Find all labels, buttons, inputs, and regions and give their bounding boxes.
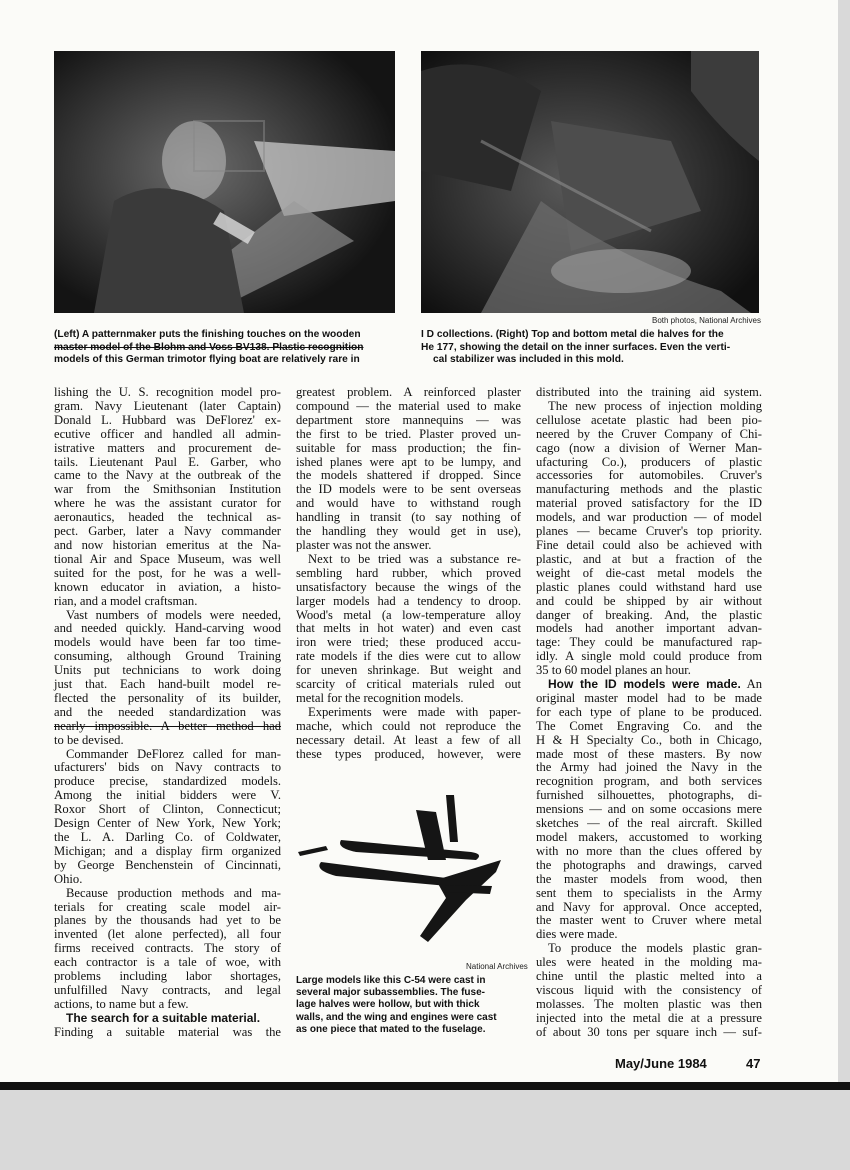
text-line: compound — the material used to make — [296, 398, 521, 413]
text-line: Units put technicians to work doing — [54, 663, 281, 678]
text-line: and would have to withstand rough — [296, 496, 521, 511]
text-line: to be devised. — [54, 732, 124, 747]
text-line: tage: They could be manufactured rap- — [536, 635, 762, 650]
fuselage-bottom-half — [319, 862, 452, 886]
text-line: the first to be tried. Plaster proved un- — [296, 426, 521, 441]
text-line: injected into the metal die at a pressure — [536, 1010, 762, 1025]
text-line: models had another important advan- — [536, 621, 762, 636]
text-line: cago (now a division of Werner Man- — [536, 440, 762, 455]
text-line: that melts in hot water) and even cast — [296, 621, 521, 636]
text-line: chine until the plastic melted into a — [536, 969, 762, 984]
text-line: Fine detail could also be achieved with — [536, 537, 762, 552]
caption-line: (Left) A patternmaker puts the finishing touches on the wooden — [54, 329, 361, 340]
text-line: sembling hard rubber, which proved — [296, 565, 521, 580]
text-line: weight of die-cast metal models the — [536, 565, 762, 580]
column-2 — [296, 386, 521, 761]
text-line: suited for the post, for he was a well- — [54, 565, 281, 580]
text-line: nearly impossible. A better method had — [54, 718, 281, 733]
text-line: these types produced, however, were — [296, 746, 521, 761]
text-line: metal for the recognition models. — [296, 690, 464, 705]
text-line: with no more than the clues offered by — [536, 843, 762, 858]
text-line: the ID models were to be sent overseas — [296, 482, 521, 497]
text-line: suitable for mass production; the fin- — [296, 440, 521, 455]
text-line: Wood's metal (a low-temperature alloy — [296, 607, 521, 622]
text-line: by George Benchenstein of Cincinnati, — [54, 857, 281, 872]
text-line: Michigan; and a display firm organized — [54, 843, 281, 858]
nose-piece — [298, 846, 328, 856]
paragraph — [54, 386, 281, 609]
text-line: viscous liquid with the consistency of — [536, 982, 762, 997]
left-caption — [54, 329, 396, 367]
text-line: tional Air and Space Museum, was well — [54, 551, 281, 566]
text-line: and the needed standardization was — [54, 704, 281, 719]
text-line: lishing the U. S. recognition model pro- — [54, 385, 281, 399]
text-line: unsatisfactory because the wings of the — [296, 579, 521, 594]
text-line: cellulose acetate plastic had been pio- — [536, 412, 762, 427]
text-line: Because production methods and ma- — [66, 885, 281, 900]
text-line: sketches — of the real aircraft. Skilled — [536, 816, 762, 831]
paragraph — [296, 553, 521, 706]
caption-line: walls, and the wing and engines were cast — [296, 1011, 497, 1023]
text-line: for each type of plane to be produced. — [536, 704, 762, 719]
column-3 — [536, 386, 762, 1040]
text-line: the photographs and drawings, carved — [536, 857, 762, 872]
text-line: each contractor is a tale of woe, with — [54, 955, 281, 970]
text-line: ished planes were apt to be lumpy, and — [296, 454, 521, 469]
text-line: Commander DeFlorez called for man- — [66, 746, 281, 761]
section-heading: How the ID models were made. — [548, 677, 741, 692]
text-line: models, and war production — of model — [536, 510, 762, 525]
text-line: rian, and a model craftsman. — [54, 593, 198, 608]
text-line: flected the personality of its builder, — [54, 690, 281, 705]
text-line: H & H Specialty Co., both in Chicago, — [536, 732, 762, 747]
text-line: firms received contracts. The story of — [54, 941, 281, 956]
text-line: where he was the assistant curator for — [54, 496, 281, 511]
paragraph — [54, 609, 281, 748]
paragraph — [536, 678, 762, 942]
heading-tail: An — [746, 677, 762, 692]
text-line: Design Center of New York, New York; — [54, 816, 281, 831]
text-line: the Army had joined the Navy in the — [536, 760, 762, 775]
text-line: tails. Lieutenant Paul E. Garber, who — [54, 454, 281, 469]
text-line: larger models had a tendency to droop. — [296, 593, 521, 608]
column-1 — [54, 386, 281, 1040]
die-halves-photo — [421, 51, 759, 313]
page-number: 47 — [746, 1056, 761, 1071]
paragraph — [54, 1012, 281, 1040]
text-line: the master models from wood, then — [536, 871, 762, 886]
text-line: the handling they would get in use), — [296, 524, 521, 539]
text-line: original master model had to be made — [536, 690, 762, 705]
text-line: rate models if the dies were cut to allow — [296, 649, 521, 664]
caption-line: models of this German trimotor flying boat are relatively rare in — [54, 354, 360, 366]
text-line: gram. Navy Lieutenant (later Captain) — [54, 398, 281, 413]
caption-line: cal stabilizer was included in this mold. — [433, 354, 624, 366]
text-line: plaster was not the answer. — [296, 537, 432, 552]
caption-line: several major subassemblies. The fuse- — [296, 987, 485, 999]
text-line: ecutive officer and handled all admin- — [54, 426, 281, 441]
scan-edge-bar — [0, 1082, 850, 1090]
text-line: the master went to Cruver where metal — [536, 913, 762, 928]
text-line: distributed into the training aid system. — [536, 385, 762, 399]
caption-line: Large models like this C-54 were cast in — [296, 975, 486, 986]
text-line: material proved satisfactory for the ID — [536, 496, 762, 511]
caption-line: as one piece that mated to the fuselage. — [296, 1023, 486, 1035]
figure-caption — [296, 975, 522, 1036]
lower-wing-assembly — [420, 860, 501, 942]
text-line: of about 30 tons per square inch — suf- — [536, 1024, 762, 1039]
right-caption — [421, 329, 761, 367]
text-line: produce precise, standardized models. — [54, 774, 281, 789]
text-line: dies were made. — [536, 927, 618, 942]
text-line: planes by the thousands had yet to be — [54, 913, 281, 928]
text-line: consuming, although Ground Training — [54, 649, 281, 664]
text-line: The Comet Engraving Co. and the — [536, 718, 762, 733]
text-line: planes — became Cruver's top priority. — [536, 524, 762, 539]
text-line: and could be shipped by air without — [536, 593, 762, 608]
text-line: aeronautics, headed the technical as- — [54, 510, 281, 525]
text-line: furnished silhouettes, photographs, di- — [536, 788, 762, 803]
text-line: the models shattered if dropped. Since — [296, 468, 521, 483]
paragraph — [296, 706, 521, 762]
section-heading-line — [536, 678, 762, 692]
text-line: danger of breaking. And, the plastic — [536, 607, 762, 622]
text-line: sent them to specialists in the Army — [536, 885, 762, 900]
caption-line: I D collections. (Right) Top and bottom metal die halves for the — [421, 329, 724, 340]
text-line: the L. A. Darling Co. of Coldwater, — [54, 830, 281, 844]
text-line: The new process of injection molding — [548, 398, 762, 413]
text-line: just that. Each hand-built model re- — [54, 677, 281, 692]
paragraph — [536, 942, 762, 1039]
text-line: manufacturing methods and the plastic — [536, 482, 762, 497]
text-line: Experiments were made with paper- — [308, 704, 521, 719]
text-line: iron were tried; these produced accu- — [296, 635, 521, 650]
text-line: invented (let alone perfected), all four — [54, 927, 281, 942]
text-line: Ohio. — [54, 871, 83, 886]
text-line: Finding a suitable material was the — [54, 1024, 281, 1039]
caption-line: master model of the Blohm and Voss BV138. Plastic recognition — [54, 341, 364, 353]
text-line: came to the Navy at the outbreak of the — [54, 468, 281, 483]
c54-model-figure — [296, 790, 506, 950]
fuselage-top-half — [340, 840, 479, 860]
text-line: and Navy for approval. Once accepted, — [536, 899, 762, 914]
text-line: mensions — and on some occasions mere — [536, 802, 762, 817]
text-line: To produce the models plastic gran- — [548, 941, 762, 956]
text-line: mache, which could not reproduce the — [296, 718, 521, 733]
text-line: idly. A single mold could produce from — [536, 649, 762, 664]
text-line: ufacturers' bids on Navy contracts to — [54, 760, 281, 775]
text-line: made most of these masters. By now — [536, 746, 762, 761]
photo-credit: Both photos, National Archives — [652, 316, 761, 325]
text-line: models would have been far too time- — [54, 635, 281, 650]
paragraph — [536, 400, 762, 678]
text-line: ufacturing Co.), producers of plastic — [536, 454, 762, 469]
text-line: terials for creating scale model air- — [54, 899, 281, 914]
text-line: Next to be tried was a substance re- — [308, 551, 521, 566]
text-line: unfulfilled Navy contracts, and legal — [54, 982, 281, 997]
paragraph — [296, 386, 521, 553]
caption-line: lage halves were hollow, but with thick — [296, 999, 480, 1011]
text-line: scarcity of critical materials ruled out — [296, 677, 521, 692]
text-line: actions, to name but a few. — [54, 996, 189, 1011]
text-line: accessories for automobiles. Cruver's — [536, 468, 762, 483]
text-line: recognition program, and both services — [536, 774, 762, 789]
text-line: neered by the Cruver Company of Chi- — [536, 426, 762, 441]
text-line: necessary detail. At least a few of all — [296, 732, 521, 747]
tail-fin — [446, 795, 458, 842]
text-line: Roxor Short of Clinton, Connecticut; — [54, 802, 281, 817]
patternmaker-photo — [54, 51, 395, 313]
text-line: Vast numbers of models were needed, — [66, 607, 281, 622]
text-line: 35 to 60 model planes an hour. — [536, 663, 691, 678]
text-line: and now historian emeritus at the Na- — [54, 537, 281, 552]
section-heading: The search for a suitable material. — [66, 1010, 261, 1025]
figure-credit: National Archives — [466, 962, 528, 971]
text-line: Among the initial bidders were V. — [54, 788, 281, 803]
paragraph — [54, 887, 281, 1012]
text-line: pect. Garber, later a Navy commander — [54, 524, 281, 539]
issue-date: May/June 1984 — [615, 1056, 707, 1071]
text-line: molasses. The molten plastic was then — [536, 996, 762, 1011]
text-line: handling in transit (to say nothing of — [296, 510, 521, 525]
text-line: ules were heated in the molding ma- — [536, 955, 762, 970]
text-line: problems including labor shortages, — [54, 969, 281, 984]
text-line: plastic planes could withstand hard use — [536, 579, 762, 594]
text-line: for uneven shrinkage. But weight and — [296, 663, 521, 678]
paragraph — [54, 748, 281, 887]
text-line: war from the Smithsonian Institution — [54, 482, 281, 497]
text-line: department store mannequins — was — [296, 412, 521, 427]
text-line: known educator in aviation, a histo- — [54, 579, 281, 594]
paragraph — [536, 386, 762, 400]
text-line: Donald L. Hubbard was DeFlorez' ex- — [54, 412, 281, 427]
text-line: istrative matters and procurement de- — [54, 440, 281, 455]
text-line: model makers, accustomed to working — [536, 830, 762, 844]
text-line: and needed quickly. Hand-carving wood — [54, 621, 281, 636]
caption-line: He 177, showing the detail on the inner surfaces. Even the verti- — [421, 341, 731, 353]
text-line: greatest problem. A reinforced plaster — [296, 385, 521, 399]
text-line: plastic, and at but a fraction of the — [536, 551, 762, 566]
